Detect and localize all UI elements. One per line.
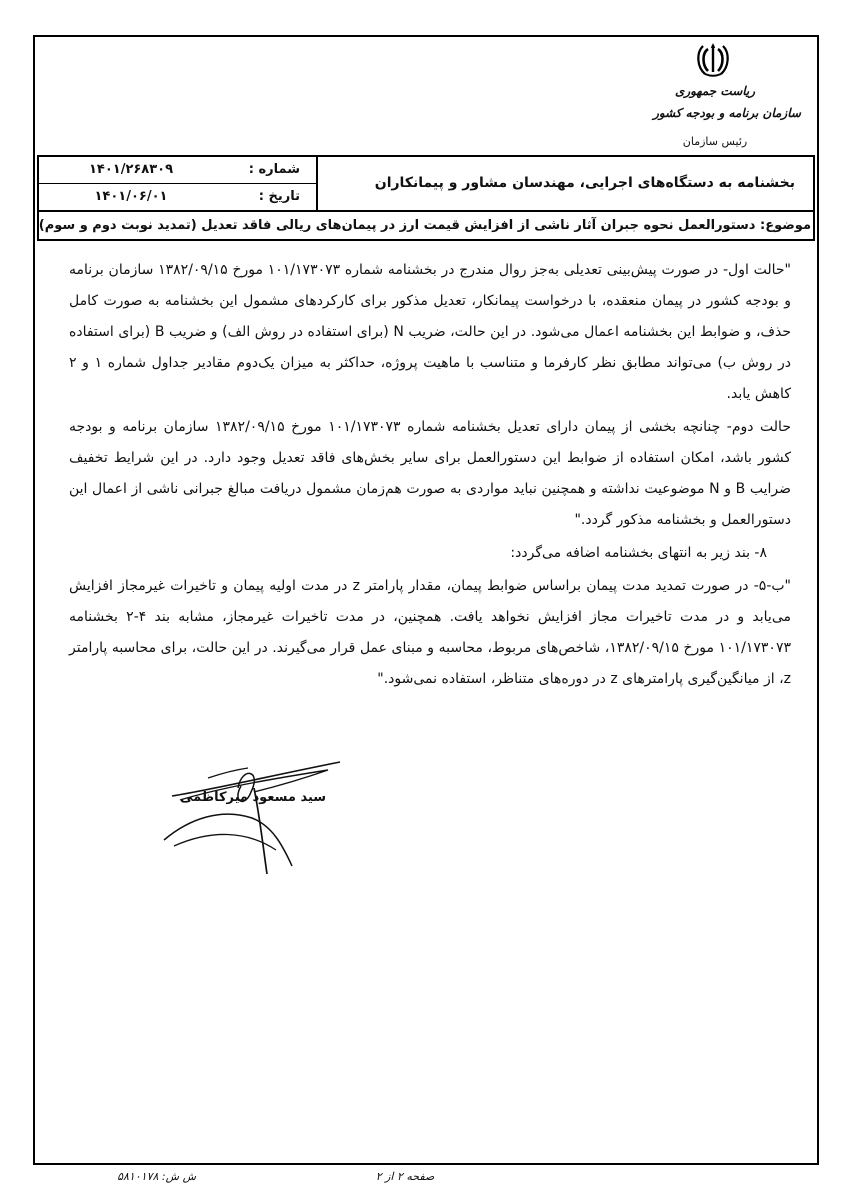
letterhead-presidency: ریاست جمهوری <box>674 84 756 98</box>
signer-name: سید مسعود میرکاظمی <box>179 790 327 805</box>
addressee: بخشنامه به دستگاه‌های اجرایی، مهندسان مشاور و پیمانکاران <box>316 157 813 210</box>
number-label: شماره : <box>248 162 300 177</box>
footer-reference: ش ش: ۵۸۱۰۱۷۸ <box>117 1170 196 1183</box>
iran-emblem-icon <box>696 42 730 78</box>
handwritten-signature <box>150 748 350 878</box>
letterhead-office: رئیس سازمان <box>682 135 748 148</box>
letter-body <box>69 255 791 697</box>
paragraph-item-eight: ۸- بند زیر به انتهای بخشنامه اضافه می‌گردد: <box>510 545 767 561</box>
page-number: صفحه ۲ از ۲ <box>375 1170 435 1183</box>
date-value: ۱۴۰۱/۰۶/۰۱ <box>94 189 168 204</box>
paragraph-case-two: حالت دوم- چنانچه بخشی از پیمان دارای تعدیل بخشنامه شماره ۱۰۱/۱۷۳۰۷۳ مورخ ۱۳۸۲/۰۹/۱۵ سازمان برنامه و بودجه کشور باشد، امکان استفاده از ضوابط این دستورالعمل برای سایر بخش‌های فاقد تعدیل وجود دارد. در این شرایط تخفیف ضرایب B و N موضوعیت نداشته و همچنین نباید مواردی به صورت هم‌زمان مشمول دریافت مبالغ جبرانی ناشی از اعمال این دستورالعمل و بخشنامه مذکور گردد." <box>69 419 791 528</box>
info-box <box>37 155 815 212</box>
meta-cell <box>39 157 316 210</box>
date-label: تاریخ : <box>258 189 300 204</box>
date-row <box>39 183 316 210</box>
paragraph-clause-b5: "ب-۵- در صورت تمدید مدت پیمان براساس ضوابط پیمان، مقدار پارامتر z در مدت اولیه پیمان و تاخیرات غیرمجاز افزایش می‌یابد و در مدت تاخیرات مجاز افزایش نخواهد یافت. همچنین، در مدت تاخیرات غیرمجاز، مشابه بند ۴-۲ بخشنامه ۱۰۱/۱۷۳۰۷۳ مورخ ۱۳۸۲/۰۹/۱۵، شاخص‌های مربوط، محاسبه و مبنای عمل قرار می‌گیرند. در این حالت، برای محاسبه پارامتر z، از میانگین‌گیری پارامترهای z در دوره‌های متناظر، استفاده نمی‌شود." <box>69 578 791 687</box>
number-row <box>39 157 316 183</box>
paragraph-case-one: "حالت اول- در صورت پیش‌بینی تعدیلی به‌جز روال مندرج در بخشنامه شماره ۱۰۱/۱۷۳۰۷۳ مورخ ۱۳۸۲/۰۹/۱۵ سازمان برنامه و بودجه کشور در پیمان منعقده، با درخواست پیمانکار، تعدیل مذکور برای کارکردهای مشمول این بخشنامه به صورت کامل حذف، و ضوابط این بخشنامه اعمال می‌شود. در این حالت، ضریب N (برای استفاده در روش الف) و ضریب B (برای استفاده در روش ب) می‌تواند مطابق نظر کارفرما و متناسب با ماهیت پروژه، حداکثر به میزان یک‌دوم مقادیر جداول شماره ۱ و ۲ کاهش یابد. <box>69 262 792 402</box>
subject-line: موضوع: دستورالعمل نحوه جبران آثار ناشی از افزایش قیمت ارز در پیمان‌های ریالی فاقد تعدیل (تمدید نوبت دوم و سوم) <box>37 210 815 241</box>
number-value: ۱۴۰۱/۲۶۸۳۰۹ <box>88 162 174 177</box>
letterhead-organization: سازمان برنامه و بودجه کشور <box>653 106 801 120</box>
